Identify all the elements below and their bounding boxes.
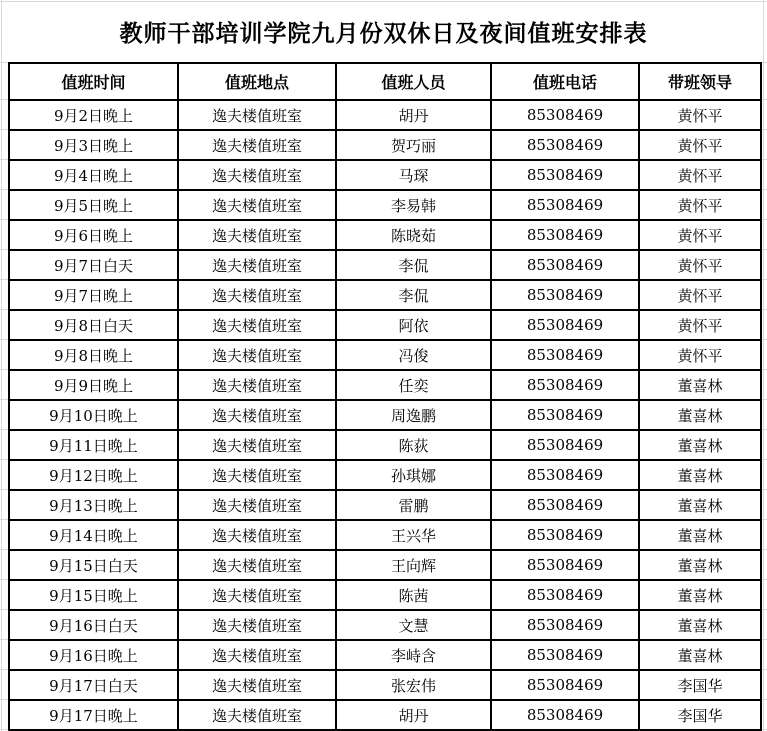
cell-duty-phone: 85308469 xyxy=(491,190,639,220)
cell-duty-time: 9月15日白天 xyxy=(9,550,178,580)
cell-duty-phone: 85308469 xyxy=(491,310,639,340)
table-row xyxy=(9,700,761,730)
table-row xyxy=(9,490,761,520)
cell-duty-leader: 黄怀平 xyxy=(639,340,761,370)
cell-duty-time: 9月17日白天 xyxy=(9,670,178,700)
cell-duty-person: 周逸鹏 xyxy=(336,400,491,430)
cell-duty-time: 9月13日晚上 xyxy=(9,490,178,520)
cell-duty-time: 9月8日晚上 xyxy=(9,340,178,370)
cell-duty-leader: 董喜林 xyxy=(639,520,761,550)
cell-duty-leader: 董喜林 xyxy=(639,430,761,460)
cell-duty-time: 9月16日白天 xyxy=(9,610,178,640)
cell-duty-phone: 85308469 xyxy=(491,340,639,370)
cell-duty-location: 逸夫楼值班室 xyxy=(178,280,336,310)
table-row xyxy=(9,310,761,340)
cell-duty-time: 9月5日晚上 xyxy=(9,190,178,220)
cell-duty-person: 李侃 xyxy=(336,280,491,310)
cell-duty-leader: 李国华 xyxy=(639,670,761,700)
cell-duty-leader: 李国华 xyxy=(639,700,761,730)
cell-duty-person: 陈晓茹 xyxy=(336,220,491,250)
header-row xyxy=(9,63,761,100)
cell-duty-leader: 董喜林 xyxy=(639,610,761,640)
cell-duty-leader: 董喜林 xyxy=(639,490,761,520)
cell-duty-leader: 黄怀平 xyxy=(639,190,761,220)
cell-duty-time: 9月12日晚上 xyxy=(9,460,178,490)
cell-duty-location: 逸夫楼值班室 xyxy=(178,670,336,700)
table-row xyxy=(9,670,761,700)
cell-duty-time: 9月16日晚上 xyxy=(9,640,178,670)
cell-duty-location: 逸夫楼值班室 xyxy=(178,700,336,730)
table-row xyxy=(9,640,761,670)
cell-duty-phone: 85308469 xyxy=(491,520,639,550)
cell-duty-leader: 董喜林 xyxy=(639,460,761,490)
cell-duty-location: 逸夫楼值班室 xyxy=(178,580,336,610)
cell-duty-person: 马琛 xyxy=(336,160,491,190)
cell-duty-phone: 85308469 xyxy=(491,370,639,400)
cell-duty-time: 9月7日晚上 xyxy=(9,280,178,310)
table-row xyxy=(9,610,761,640)
cell-duty-person: 贺巧丽 xyxy=(336,130,491,160)
cell-duty-leader: 董喜林 xyxy=(639,580,761,610)
cell-duty-phone: 85308469 xyxy=(491,490,639,520)
duty-roster-table xyxy=(8,62,762,731)
cell-duty-location: 逸夫楼值班室 xyxy=(178,370,336,400)
cell-duty-person: 张宏伟 xyxy=(336,670,491,700)
header-duty-leader: 带班领导 xyxy=(639,63,761,100)
cell-duty-time: 9月7日白天 xyxy=(9,250,178,280)
cell-duty-person: 胡丹 xyxy=(336,100,491,130)
cell-duty-time: 9月17日晚上 xyxy=(9,700,178,730)
cell-duty-phone: 85308469 xyxy=(491,400,639,430)
table-row xyxy=(9,460,761,490)
cell-duty-phone: 85308469 xyxy=(491,160,639,190)
cell-duty-person: 文慧 xyxy=(336,610,491,640)
cell-duty-person: 王向辉 xyxy=(336,550,491,580)
cell-duty-leader: 黄怀平 xyxy=(639,100,761,130)
cell-duty-person: 冯俊 xyxy=(336,340,491,370)
cell-duty-time: 9月10日晚上 xyxy=(9,400,178,430)
cell-duty-leader: 董喜林 xyxy=(639,400,761,430)
cell-duty-time: 9月8日白天 xyxy=(9,310,178,340)
cell-duty-phone: 85308469 xyxy=(491,550,639,580)
cell-duty-person: 雷鹏 xyxy=(336,490,491,520)
cell-duty-leader: 董喜林 xyxy=(639,640,761,670)
table-row xyxy=(9,250,761,280)
cell-duty-time: 9月6日晚上 xyxy=(9,220,178,250)
cell-duty-phone: 85308469 xyxy=(491,460,639,490)
cell-duty-leader: 黄怀平 xyxy=(639,250,761,280)
cell-duty-location: 逸夫楼值班室 xyxy=(178,310,336,340)
cell-duty-leader: 黄怀平 xyxy=(639,160,761,190)
cell-duty-location: 逸夫楼值班室 xyxy=(178,400,336,430)
header-duty-phone: 值班电话 xyxy=(491,63,639,100)
table-row xyxy=(9,280,761,310)
cell-duty-phone: 85308469 xyxy=(491,700,639,730)
cell-duty-person: 王兴华 xyxy=(336,520,491,550)
cell-duty-time: 9月9日晚上 xyxy=(9,370,178,400)
cell-duty-person: 李易韩 xyxy=(336,190,491,220)
cell-duty-phone: 85308469 xyxy=(491,610,639,640)
cell-duty-location: 逸夫楼值班室 xyxy=(178,340,336,370)
cell-duty-time: 9月3日晚上 xyxy=(9,130,178,160)
table-row xyxy=(9,190,761,220)
table-row xyxy=(9,160,761,190)
cell-duty-phone: 85308469 xyxy=(491,640,639,670)
cell-duty-location: 逸夫楼值班室 xyxy=(178,160,336,190)
cell-duty-leader: 黄怀平 xyxy=(639,220,761,250)
cell-duty-phone: 85308469 xyxy=(491,580,639,610)
cell-duty-person: 李峙含 xyxy=(336,640,491,670)
cell-duty-person: 阿依 xyxy=(336,310,491,340)
cell-duty-location: 逸夫楼值班室 xyxy=(178,130,336,160)
cell-duty-leader: 董喜林 xyxy=(639,550,761,580)
table-row xyxy=(9,130,761,160)
cell-duty-time: 9月14日晚上 xyxy=(9,520,178,550)
cell-duty-person: 任奕 xyxy=(336,370,491,400)
table-row xyxy=(9,520,761,550)
cell-duty-location: 逸夫楼值班室 xyxy=(178,610,336,640)
table-row xyxy=(9,550,761,580)
cell-duty-location: 逸夫楼值班室 xyxy=(178,430,336,460)
cell-duty-leader: 董喜林 xyxy=(639,370,761,400)
cell-duty-phone: 85308469 xyxy=(491,100,639,130)
cell-duty-leader: 黄怀平 xyxy=(639,310,761,340)
cell-duty-location: 逸夫楼值班室 xyxy=(178,250,336,280)
cell-duty-person: 陈茜 xyxy=(336,580,491,610)
cell-duty-phone: 85308469 xyxy=(491,430,639,460)
cell-duty-location: 逸夫楼值班室 xyxy=(178,100,336,130)
cell-duty-location: 逸夫楼值班室 xyxy=(178,220,336,250)
table-row xyxy=(9,340,761,370)
cell-duty-time: 9月11日晚上 xyxy=(9,430,178,460)
cell-duty-location: 逸夫楼值班室 xyxy=(178,190,336,220)
cell-duty-location: 逸夫楼值班室 xyxy=(178,460,336,490)
cell-duty-person: 孙琪娜 xyxy=(336,460,491,490)
cell-duty-location: 逸夫楼值班室 xyxy=(178,640,336,670)
cell-duty-phone: 85308469 xyxy=(491,670,639,700)
header-duty-person: 值班人员 xyxy=(336,63,491,100)
cell-duty-person: 陈荻 xyxy=(336,430,491,460)
cell-duty-person: 胡丹 xyxy=(336,700,491,730)
page-title: 教师干部培训学院九月份双休日及夜间值班安排表 xyxy=(119,19,648,47)
table-row xyxy=(9,430,761,460)
header-duty-location: 值班地点 xyxy=(178,63,336,100)
table-row xyxy=(9,100,761,130)
cell-duty-time: 9月4日晚上 xyxy=(9,160,178,190)
cell-duty-leader: 黄怀平 xyxy=(639,130,761,160)
header-duty-time: 值班时间 xyxy=(9,63,178,100)
table-row xyxy=(9,370,761,400)
table-row xyxy=(9,400,761,430)
cell-duty-time: 9月2日晚上 xyxy=(9,100,178,130)
table-row xyxy=(9,220,761,250)
table-row xyxy=(9,580,761,610)
cell-duty-phone: 85308469 xyxy=(491,280,639,310)
cell-duty-phone: 85308469 xyxy=(491,220,639,250)
cell-duty-location: 逸夫楼值班室 xyxy=(178,550,336,580)
cell-duty-location: 逸夫楼值班室 xyxy=(178,520,336,550)
cell-duty-person: 李侃 xyxy=(336,250,491,280)
cell-duty-phone: 85308469 xyxy=(491,130,639,160)
cell-duty-leader: 黄怀平 xyxy=(639,280,761,310)
cell-duty-location: 逸夫楼值班室 xyxy=(178,490,336,520)
cell-duty-phone: 85308469 xyxy=(491,250,639,280)
cell-duty-time: 9月15日晚上 xyxy=(9,580,178,610)
